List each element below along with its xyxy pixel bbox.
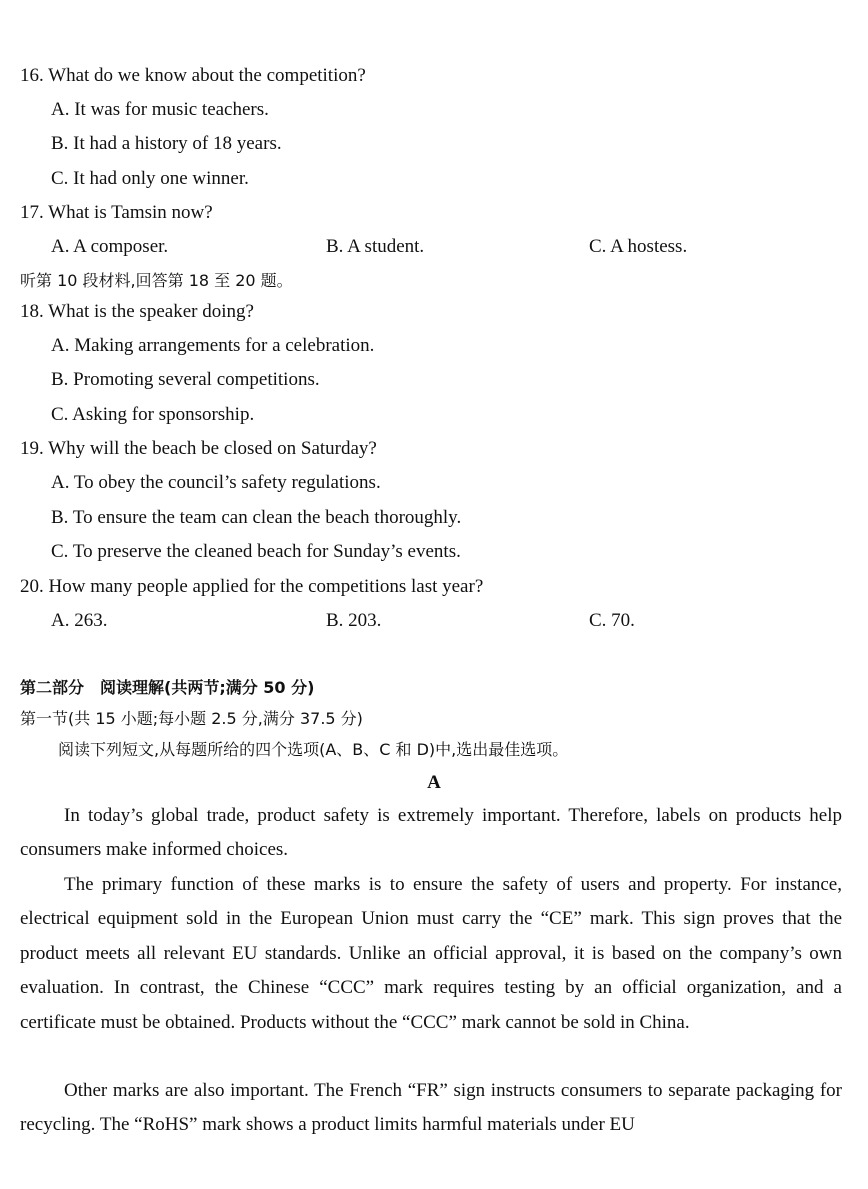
part-two-title: 第二部分 阅读理解(共两节;满分 50 分) — [20, 678, 315, 697]
question-18-stem: 18. What is the speaker doing? — [20, 301, 254, 322]
question-18-option-c: C. Asking for sponsorship. — [51, 404, 255, 425]
paragraph-2-text: The primary function of these marks is to ensure the safety of users and property. For instance, electrical equipment sold in the European Union must carry the “CE” mark. This sign proves that the product meets all relevant EU standards. Unlike an official approval, it is based on the company’s own evaluation. In contrast, the Chinese “CCC” mark requires testing by an official organization, and a certificate must be obtained. Products without the “CCC” mark cannot be sold in China. — [20, 874, 842, 1033]
question-18-option-a: A. Making arrangements for a celebration. — [51, 335, 375, 356]
passage-label: A — [427, 772, 441, 793]
question-20-option-b: B. 203. — [326, 610, 382, 631]
question-19-option-a: A. To obey the council’s safety regulations. — [51, 472, 381, 493]
question-17-option-b: B. A student. — [326, 236, 425, 257]
passage-paragraph-2 — [20, 868, 842, 1040]
question-18-option-b: B. Promoting several competitions. — [51, 369, 320, 390]
question-17-stem: 17. What is Tamsin now? — [20, 202, 213, 223]
passage-paragraph-3 — [20, 1074, 842, 1143]
question-16-stem: 16. What do we know about the competition? — [20, 65, 366, 86]
paragraph-3-text: Other marks are also important. The French “FR” sign instructs consumers to separate packaging for recycling. The “RoHS” mark shows a product limits harmful materials under EU — [20, 1080, 842, 1136]
question-19-option-c: C. To preserve the cleaned beach for Sunday’s events. — [51, 541, 461, 562]
reading-instruction: 阅读下列短文,从每题所给的四个选项(A、B、C 和 D)中,选出最佳选项。 — [58, 740, 569, 759]
question-16-option-a: A. It was for music teachers. — [51, 99, 269, 120]
question-20-stem: 20. How many people applied for the competitions last year? — [20, 576, 484, 597]
question-17-option-c: C. A hostess. — [589, 236, 688, 257]
question-19-stem: 19. Why will the beach be closed on Saturday? — [20, 438, 377, 459]
subsection-one-title: 第一节(共 15 小题;每小题 2.5 分,满分 37.5 分) — [20, 709, 363, 728]
question-20-option-c: C. 70. — [589, 610, 635, 631]
paragraph-1-text: In today’s global trade, product safety is extremely important. Therefore, labels on products help consumers make informed choices. — [20, 805, 842, 861]
question-16-option-c: C. It had only one winner. — [51, 168, 249, 189]
question-17-option-a: A. A composer. — [51, 236, 169, 257]
listening-instruction: 听第 10 段材料,回答第 18 至 20 题。 — [20, 271, 293, 290]
question-16-option-b: B. It had a history of 18 years. — [51, 133, 282, 154]
passage-paragraph-1 — [20, 799, 842, 868]
question-20-option-a: A. 263. — [51, 610, 108, 631]
question-19-option-b: B. To ensure the team can clean the beach thoroughly. — [51, 507, 462, 528]
